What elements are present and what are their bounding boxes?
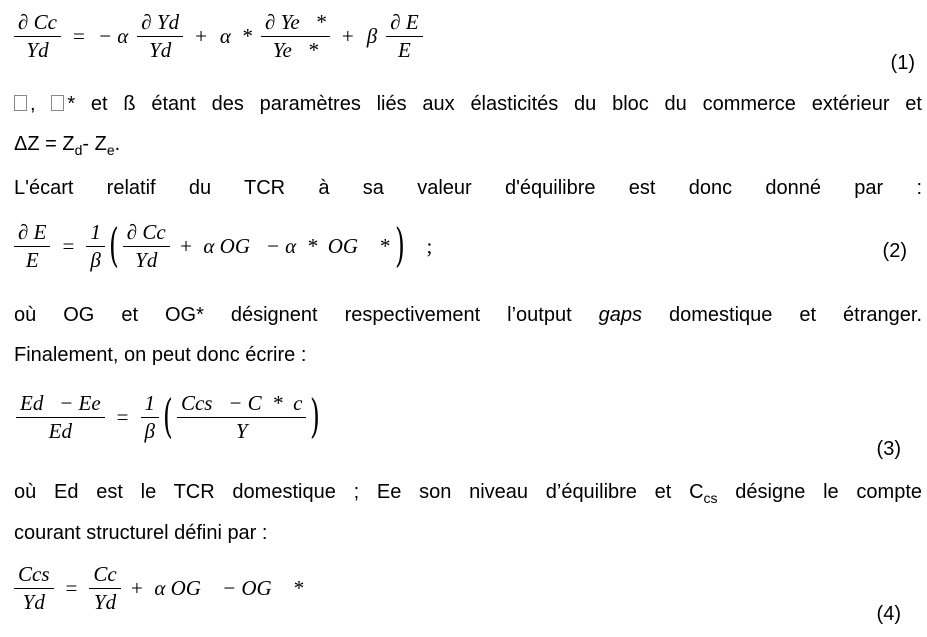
eq1-beta: β bbox=[366, 24, 378, 48]
subscript-d: d bbox=[74, 142, 83, 158]
eq2-lhs-fraction bbox=[14, 222, 50, 271]
p1-text: * et ß étant des paramètres liés aux élasticités du bloc du commerce extérieur et bbox=[67, 93, 922, 115]
equation-3 bbox=[12, 388, 321, 443]
eq3-inner-numerator: Ccs − C * c bbox=[180, 391, 303, 415]
eq3-equals: = bbox=[116, 405, 129, 429]
missing-glyph-icon bbox=[14, 95, 27, 111]
eq1-plus-1: + bbox=[195, 24, 207, 48]
eq1-term1-denominator: Yd bbox=[137, 36, 183, 61]
eq2-inner-fraction bbox=[123, 222, 170, 271]
eq2-inner-numerator: ∂ Cc bbox=[126, 220, 166, 244]
paragraph-ecart-relatif: L'écart relatif du TCR à sa valeur d'équilibre est donc donné par : bbox=[14, 177, 922, 199]
eq1-term2-fraction bbox=[261, 12, 330, 61]
eq2-coef-denominator: β bbox=[86, 246, 105, 271]
paragraph-output-gaps bbox=[14, 296, 922, 334]
eq4-term1-numerator: Cc bbox=[93, 562, 117, 586]
eq4-term1-fraction bbox=[89, 564, 120, 613]
eq1-lhs-numerator: ∂ Cc bbox=[18, 10, 57, 34]
eq4-lhs-fraction bbox=[14, 564, 54, 613]
p3-text-a: où OG et OG* désignent respectivement l’output bbox=[14, 304, 599, 326]
p4-text-a: où Ed est le TCR domestique ; Ee son niveau d’équilibre et C bbox=[14, 481, 704, 503]
eq3-lhs-fraction bbox=[16, 393, 105, 442]
eq4-equals: = bbox=[65, 576, 78, 600]
eq1-term2-numerator: ∂ Ye * bbox=[264, 10, 326, 34]
eq4-term1-denominator: Yd bbox=[89, 588, 120, 613]
eq3-lhs-denominator: Ed bbox=[16, 417, 105, 442]
p3-text-b: domestique et étranger. bbox=[642, 304, 922, 326]
eq2-coef-numerator: 1 bbox=[90, 220, 101, 244]
eq3-close-paren: ) bbox=[310, 388, 321, 443]
eq3-open-paren: ( bbox=[163, 388, 173, 443]
eq4-lhs-denominator: Yd bbox=[14, 588, 54, 613]
eq3-coef-denominator: β bbox=[141, 417, 160, 442]
paragraph-ed-ee bbox=[14, 473, 922, 517]
equation-4 bbox=[10, 564, 308, 613]
eq2-coef-fraction bbox=[86, 222, 105, 271]
paragraph-parameters-line2 bbox=[14, 125, 922, 169]
eq1-lhs-denominator: Yd bbox=[14, 36, 61, 61]
eq3-coef-fraction bbox=[141, 393, 160, 442]
eq2-close-paren: ) bbox=[394, 217, 405, 272]
equation-number-2: (2) bbox=[882, 240, 907, 262]
p1-line2-b: - Z bbox=[82, 133, 107, 155]
eq2-lhs-denominator: E bbox=[14, 246, 50, 271]
paragraph-finalement: Finalement, on peut donc écrire : bbox=[14, 344, 307, 366]
equation-number-1: (1) bbox=[890, 52, 915, 74]
eq2-semicolon: ; bbox=[426, 234, 433, 258]
eq3-lhs-numerator: Ed − Ee bbox=[20, 391, 101, 415]
eq1-term1-numerator: ∂ Yd bbox=[141, 10, 180, 34]
eq3-inner-denominator: Y bbox=[177, 417, 307, 442]
p1-separator: , bbox=[30, 93, 52, 115]
eq4-rest: + α OG − OG * bbox=[129, 576, 304, 600]
eq2-lhs-numerator: ∂ E bbox=[18, 220, 47, 244]
eq2-equals: = bbox=[62, 234, 75, 258]
p3-gaps-italic: gaps bbox=[598, 304, 643, 326]
equation-number-3: (3) bbox=[876, 438, 901, 460]
eq1-term3-fraction bbox=[386, 12, 422, 61]
eq3-inner-fraction bbox=[177, 393, 307, 442]
equation-number-4: (4) bbox=[876, 603, 901, 625]
eq1-alpha-star: α * bbox=[219, 24, 252, 48]
eq1-plus-2: + bbox=[341, 24, 354, 48]
eq1-term1-fraction bbox=[137, 12, 183, 61]
paragraph-parameters-line1 bbox=[14, 85, 922, 123]
p4-text-b: désigne le compte bbox=[717, 481, 922, 503]
eq2-inner-denominator: Yd bbox=[123, 246, 170, 271]
eq2-open-paren: ( bbox=[108, 217, 119, 272]
eq1-term2-denominator: Ye * bbox=[261, 36, 330, 61]
eq1-minus-alpha: − α bbox=[97, 24, 129, 48]
eq1-lhs-fraction bbox=[14, 12, 61, 61]
eq4-lhs-numerator: Ccs bbox=[18, 562, 50, 586]
paragraph-courant-structurel: courant structurel défini par : bbox=[14, 522, 268, 544]
p1-line2-c: . bbox=[114, 133, 121, 155]
eq1-term3-numerator: ∂ E bbox=[390, 10, 419, 34]
missing-glyph-icon bbox=[51, 95, 64, 111]
eq1-equals: = bbox=[72, 24, 85, 48]
p1-line2-a: ΔZ = Z bbox=[14, 133, 75, 155]
subscript-cs: cs bbox=[703, 490, 718, 506]
equation-1 bbox=[10, 12, 427, 61]
equation-2 bbox=[10, 217, 440, 272]
subscript-e: e bbox=[106, 142, 115, 158]
eq3-coef-numerator: 1 bbox=[144, 391, 155, 415]
eq2-rest: + α OG − α * OG * bbox=[178, 234, 390, 258]
eq1-term3-denominator: E bbox=[386, 36, 422, 61]
